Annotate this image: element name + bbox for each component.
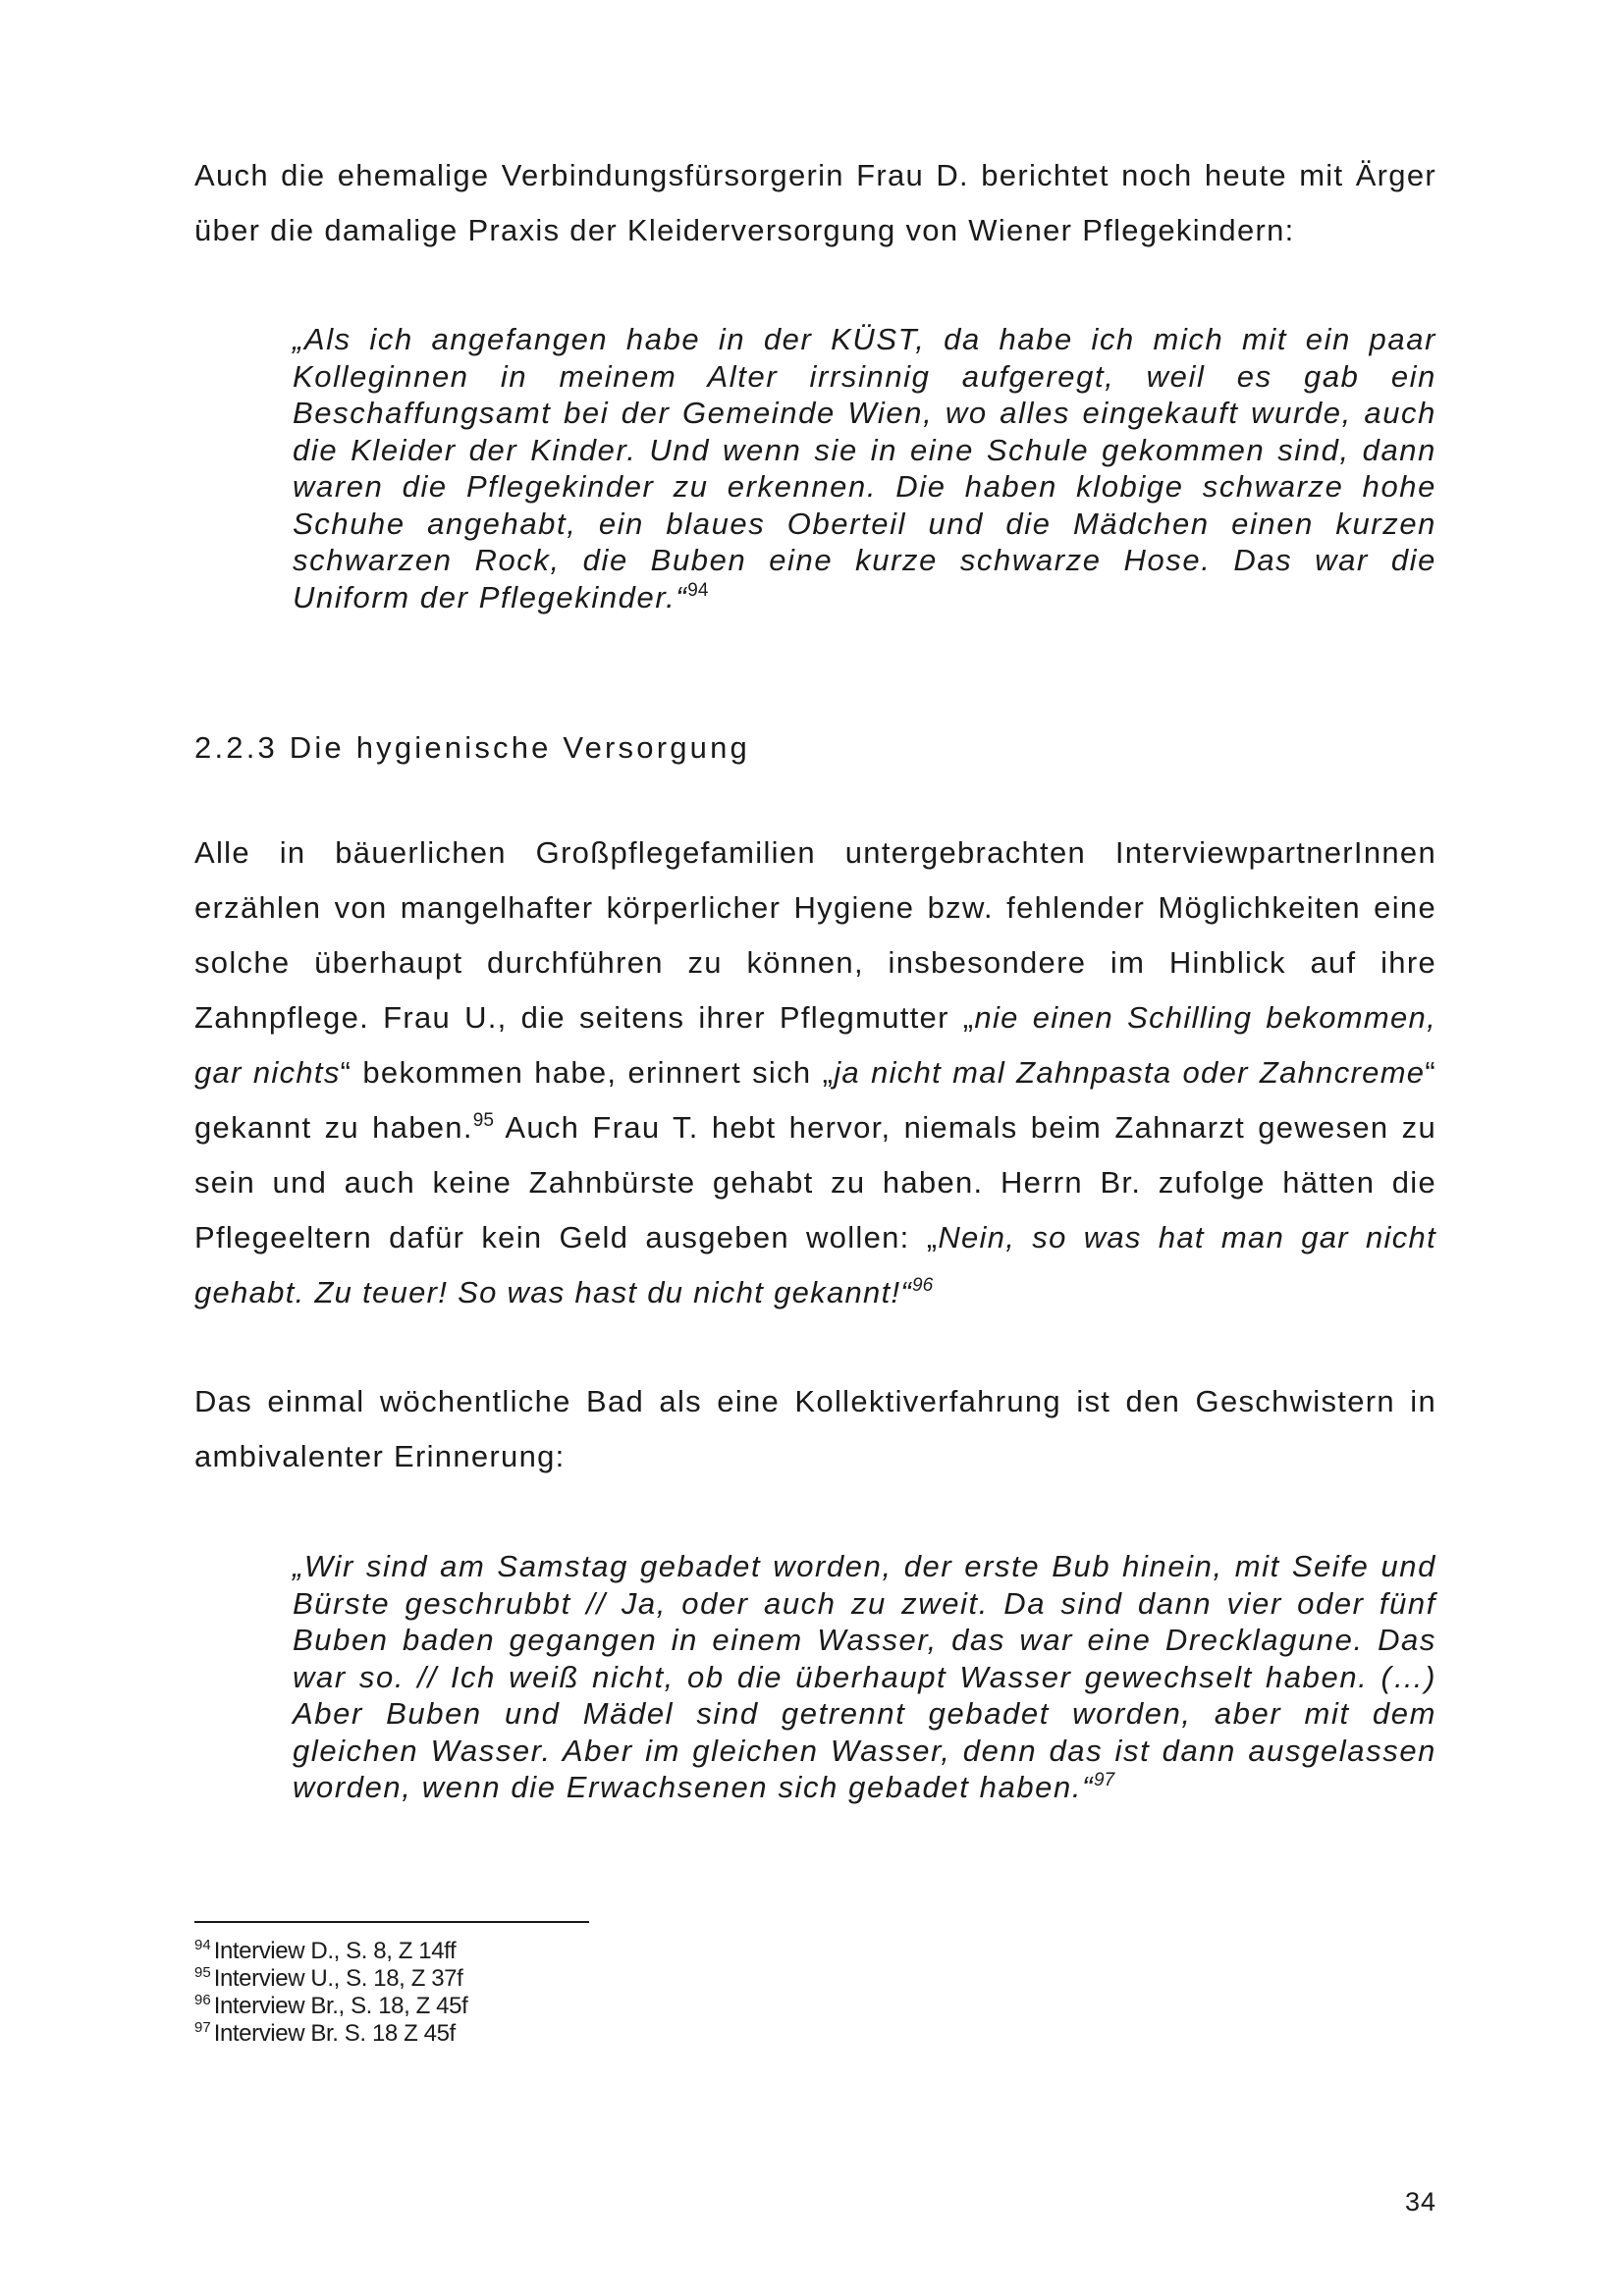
paragraph-hygiene-part-1: Alle in bäuerlichen Großpflegefamilien untergebrachten InterviewpartnerInnen erzählen von mangelhafter körperlicher Hygiene bzw. fehlender Möglichkeiten eine solche überhaupt durchführen zu können, insbesondere im Hinblick auf ihre Zahnpflege. Frau U., die seitens ihrer Pflegmutter „ xyxy=(194,835,1436,1035)
footnote-number: 96 xyxy=(194,1992,211,2008)
quote-frau-d-text: „Als ich angefangen habe in der KÜST, da habe ich mich mit ein paar Kolleginnen in meinem Alter irrsinnig aufgeregt, weil es gab ein Beschaffungsamt bei der Gemeinde Wien, wo alles eingekauft wurde, auch die Kleider der Kinder. Und wenn sie in eine Schule gekommen sind, dann waren die Pflegekinder zu erkennen. Die haben klobige schwarze hohe Schuhe angehabt, ein blaues Oberteil und die Mädchen einen kurzen schwarzen Rock, die Buben eine kurze schwarze Hose. Das war die Uniform der Pflegekinder.“ xyxy=(293,322,1436,614)
footnote-ref-94: 94 xyxy=(687,579,709,601)
footnote-item xyxy=(194,1965,467,1993)
footnote-ref-96: 96 xyxy=(912,1275,934,1296)
footnote-text: Interview Br. S. 18 Z 45f xyxy=(213,2020,456,2047)
quote-bath-text: „Wir sind am Samstag gebadet worden, der erste Bub hinein, mit Seife und Bürste geschrubbt // Ja, oder auch zu zweit. Da sind dann vier oder fünf Buben baden gegangen in einem Wasser, das war eine Drecklagune. Das war so. // Ich weiß nicht, ob die überhaupt Wasser gewechselt haben. (…) Aber Buben und Mädel sind getrennt gebadet worden, aber mit dem gleichen Wasser. Aber im gleichen Wasser, denn das ist dann ausgelassen worden, wenn die Erwachsenen sich gebadet haben.“ xyxy=(293,1549,1436,1804)
footnote-text: Interview Br., S. 18, Z 45f xyxy=(213,1993,468,2019)
quote-schilling: nie einen Schilling bekommen, gar nichts xyxy=(194,1000,1436,1090)
paragraph-hygiene-part-4: Auch Frau T. hebt hervor, niemals beim Zahnarzt gewesen zu sein und auch keine Zahnbürste gehabt zu haben. Herrn Br. zufolge hätten die Pflegeeltern dafür kein Geld ausgeben wollen: „ xyxy=(194,1110,1436,1255)
footnote-item xyxy=(194,2020,467,2048)
paragraph-clothing-intro-text: Auch die ehemalige Verbindungsfürsorgerin Frau D. berichtet noch heute mit Ärger über die damalige Praxis der Kleiderversorgung von Wiener Pflegekindern: xyxy=(194,158,1436,247)
quote-zu-teuer: Nein, so was hat man gar nicht gehabt. Zu teuer! So was hast du nicht gekannt!“ xyxy=(194,1220,1436,1309)
footnote-number: 95 xyxy=(194,1964,211,1981)
paragraph-bath-intro xyxy=(194,1374,1436,1484)
footnotes-list xyxy=(194,1938,467,2048)
footnote-text: Interview U., S. 18, Z 37f xyxy=(213,1965,463,1992)
footnote-number: 94 xyxy=(194,1937,211,1953)
page-number: 34 xyxy=(1404,2187,1436,2216)
footnote-ref-97: 97 xyxy=(1094,1770,1115,1790)
footnote-item xyxy=(194,1993,467,2020)
paragraph-bath-intro-text: Das einmal wöchentliche Bad als eine Kollektiverfahrung ist den Geschwistern in ambivalenter Erinnerung: xyxy=(194,1384,1436,1473)
quote-bath xyxy=(293,1548,1436,1806)
quote-frau-d xyxy=(293,321,1436,615)
quote-zahnpasta: ja nicht mal Zahnpasta oder Zahncreme xyxy=(834,1055,1426,1090)
paragraph-hygiene-part-3: “ gekannt zu haben. xyxy=(194,1055,1436,1145)
section-heading: 2.2.3 Die hygienische Versorgung xyxy=(194,730,750,765)
footnote-text: Interview D., S. 8, Z 14ff xyxy=(213,1938,457,1964)
paragraph-hygiene-part-2: “ bekommen habe, erinnert sich „ xyxy=(340,1055,835,1090)
footnote-number: 97 xyxy=(194,2019,211,2036)
paragraph-hygiene xyxy=(194,826,1436,1320)
footnote-item xyxy=(194,1938,467,1965)
footnote-ref-95: 95 xyxy=(472,1110,494,1131)
paragraph-clothing-intro xyxy=(194,148,1436,258)
footnote-divider xyxy=(194,1921,589,1923)
